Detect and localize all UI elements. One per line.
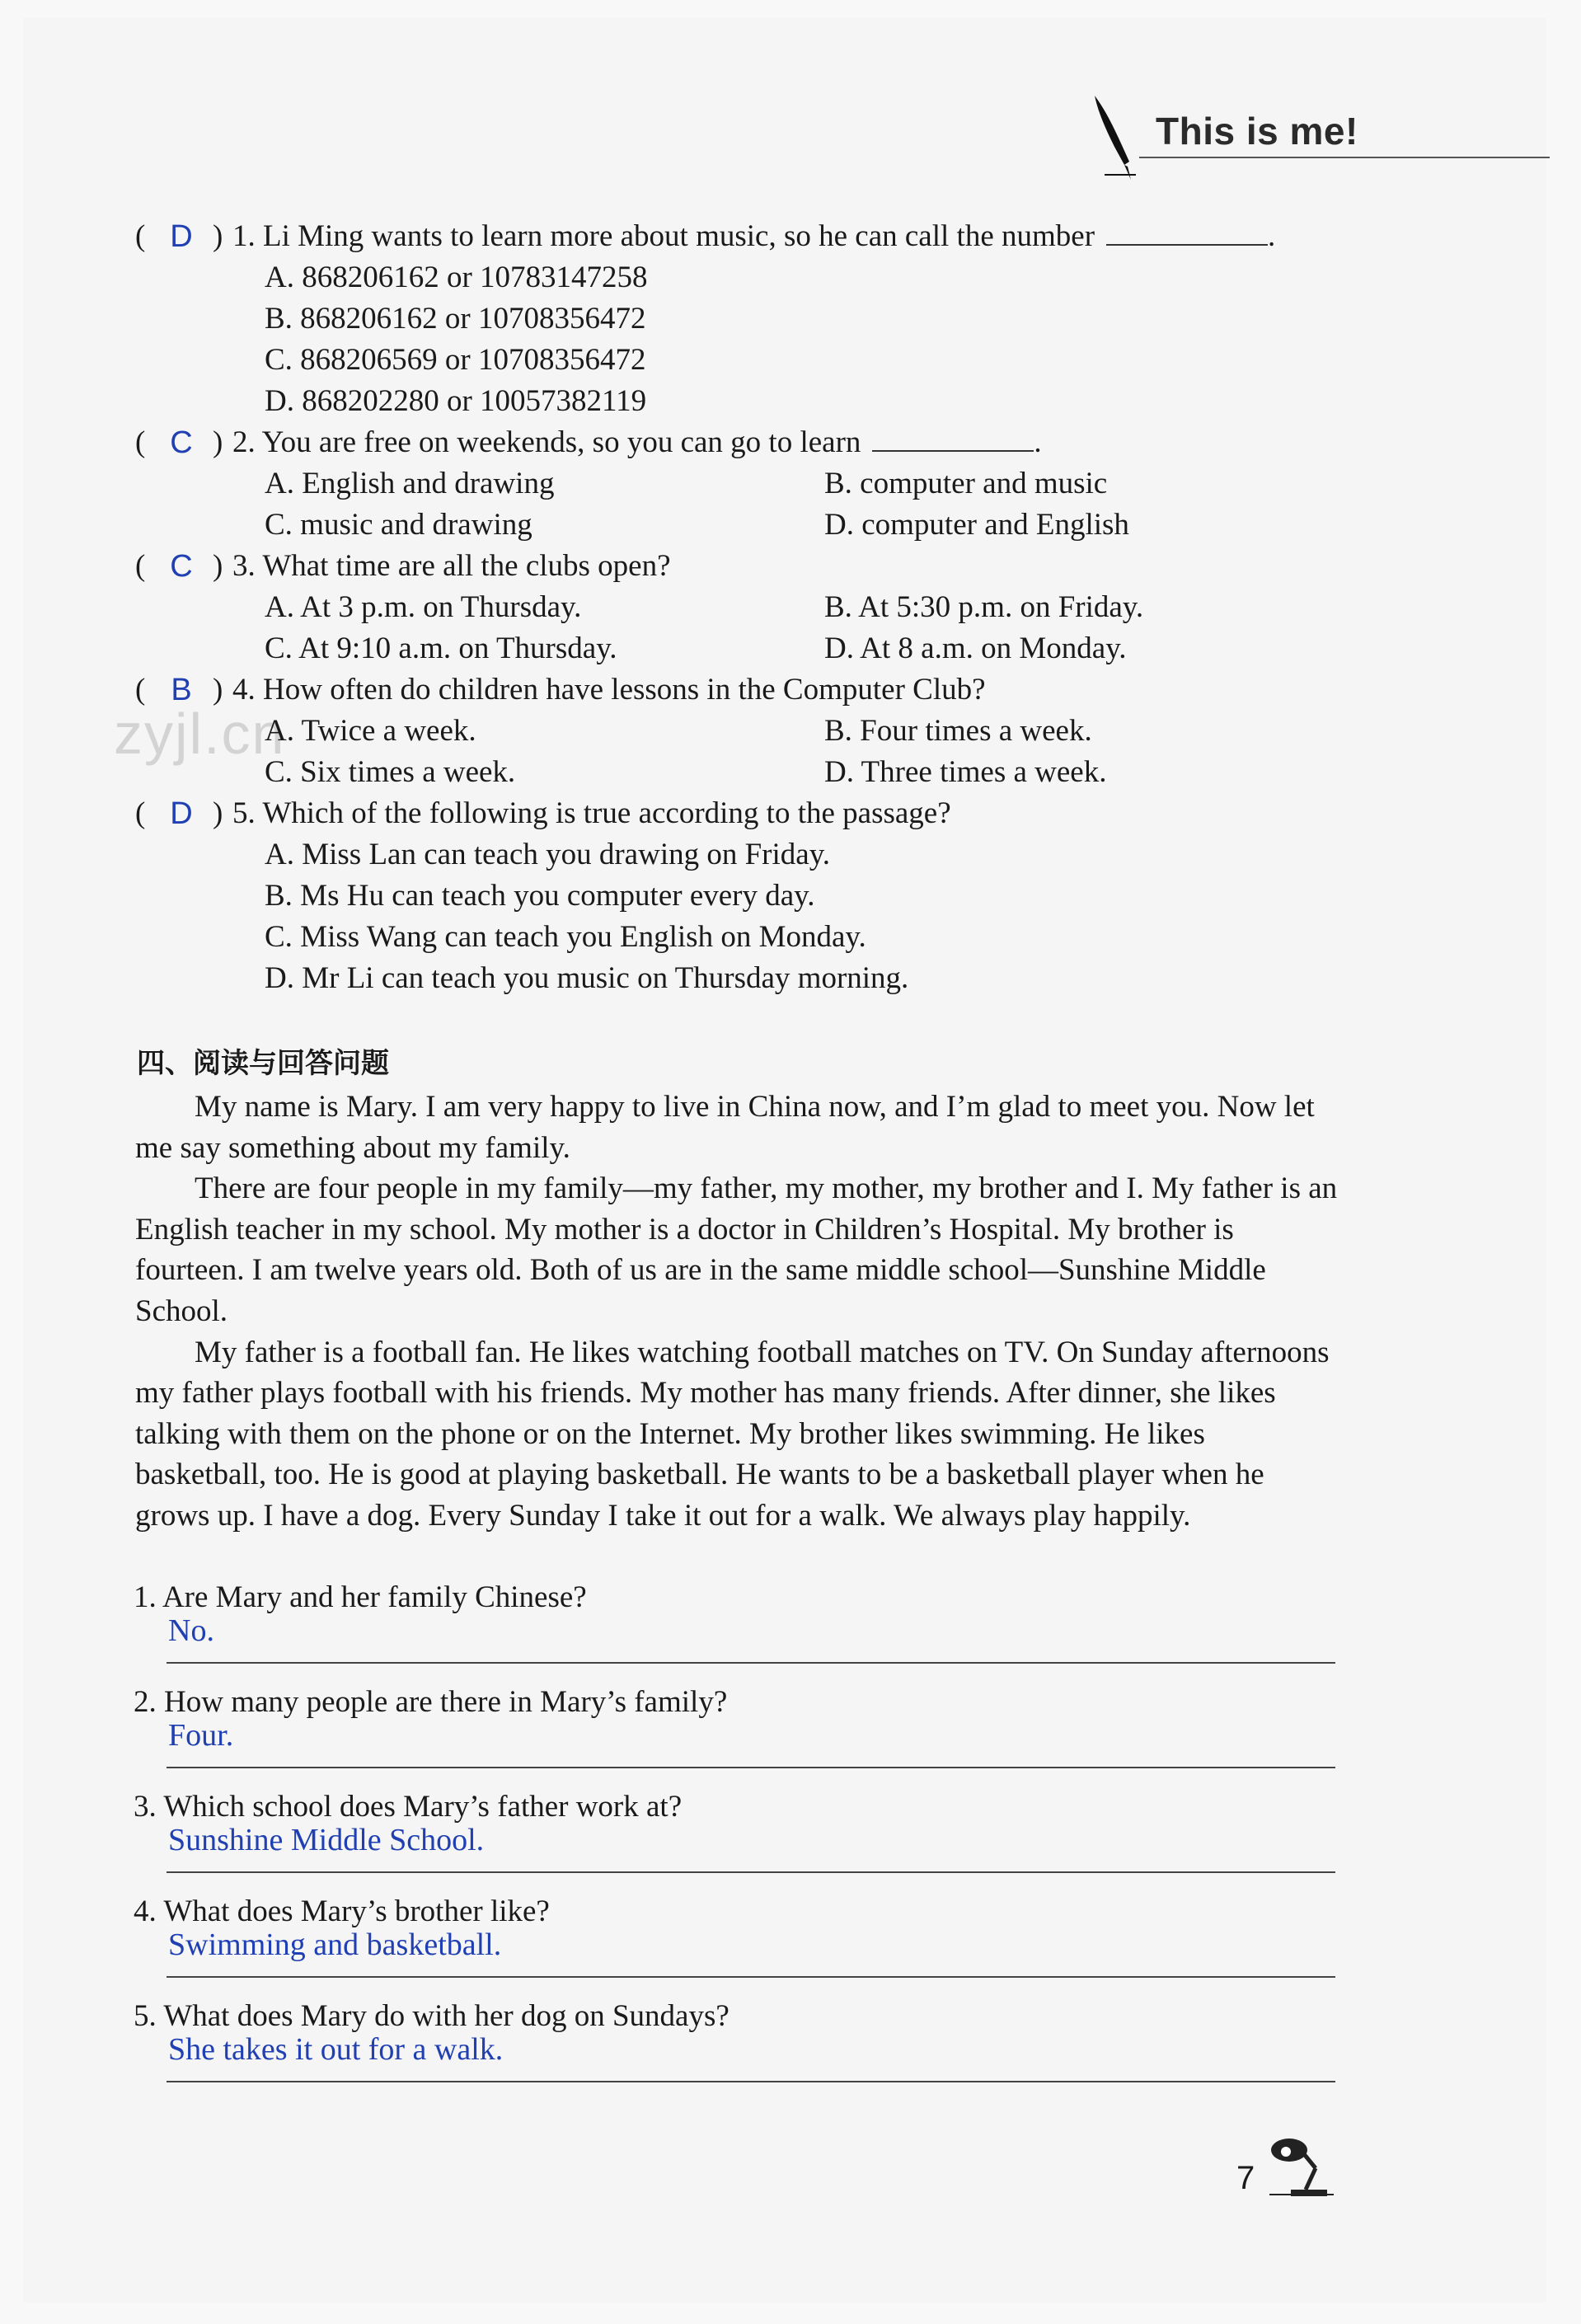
qa-item-4 [0, 1894, 1581, 2001]
qa-question: 4. What does Mary’s brother like? [134, 1894, 550, 1928]
question-stem [232, 422, 1042, 463]
option-a: A. English and drawing [265, 467, 555, 500]
option-d: D. Mr Li can teach you music on Thursday morning. [265, 961, 909, 995]
paren-open: ( [135, 425, 146, 459]
answer-choice: C [170, 549, 193, 584]
qa-item-1 [0, 1580, 1581, 1687]
answer-choice: D [170, 219, 193, 254]
paren-open: ( [135, 673, 146, 707]
stem-end: . [1268, 219, 1276, 253]
qa-item-5 [0, 1998, 1581, 2106]
page-number: 7 [1236, 2160, 1255, 2196]
option-c: C. 868206569 or 10708356472 [265, 343, 646, 377]
option-a: A. At 3 p.m. on Thursday. [265, 590, 582, 624]
qa-question: 5. What does Mary do with her dog on Sundays? [134, 1999, 730, 2033]
stem-end: . [1034, 425, 1042, 459]
page-header [1088, 92, 1550, 183]
answer-choice: C [170, 425, 193, 460]
answer-line [167, 1976, 1335, 1978]
option-c: C. At 9:10 a.m. on Thursday. [265, 631, 617, 665]
answer-line [167, 2081, 1335, 2082]
paren-close: ) [213, 796, 223, 830]
paren-open: ( [135, 549, 146, 583]
qa-answer: No. [168, 1613, 214, 1648]
passage-paragraph: My father is a football fan. He likes watching football matches on TV. On Sunday afternoons my father plays football with his friends. My mother has many friends. After dinner, she likes talking with them on the phone or on the Internet. My brother likes swimming. He likes basketball, too. He is good at playing basketball. He wants to be a basketball player when he grows up. I have a dog. Every Sunday I take it out for a walk. We always play happily. [135, 1335, 1330, 1533]
option-d: D. At 8 a.m. on Monday. [824, 631, 1127, 665]
answer-blank [1106, 219, 1268, 246]
option-d: D. Three times a week. [824, 755, 1107, 789]
qa-question: 1. Are Mary and her family Chinese? [134, 1580, 587, 1614]
stem-text: 2. You are free on weekends, so you can go to learn [232, 425, 861, 459]
pen-icon [1088, 92, 1138, 183]
option-d: D. 868202280 or 10057382119 [265, 384, 647, 418]
qa-item-3 [0, 1789, 1581, 1896]
paren-open: ( [135, 796, 146, 830]
qa-question: 3. Which school does Mary’s father work at? [134, 1790, 683, 1824]
paren-close: ) [213, 673, 223, 707]
question-stem: 5. Which of the following is true according to the passage? [232, 796, 951, 830]
paren-close: ) [213, 219, 223, 253]
answer-choice: D [170, 796, 193, 831]
qa-answer: Swimming and basketball. [168, 1927, 502, 1962]
header-rule [1139, 157, 1550, 158]
header-title: This is me! [1156, 110, 1358, 153]
answer-line [167, 1662, 1335, 1664]
answer-choice: B [171, 673, 192, 707]
desk-lamp-icon [1261, 2132, 1335, 2200]
watermark: zyjl.cn [114, 702, 286, 766]
question-stem: 3. What time are all the clubs open? [232, 549, 671, 583]
paren-close: ) [213, 425, 223, 459]
answer-line [167, 1767, 1335, 1768]
option-a: A. Miss Lan can teach you drawing on Friday. [265, 838, 831, 871]
option-b: B. At 5:30 p.m. on Friday. [824, 590, 1144, 624]
section-title: 四、阅读与回答问题 [137, 1047, 389, 1080]
qa-question: 2. How many people are there in Mary’s family? [134, 1685, 728, 1719]
passage-paragraph: My name is Mary. I am very happy to live in China now, and I’m glad to meet you. Now let me say something about my family. [135, 1090, 1315, 1165]
qa-answer: Sunshine Middle School. [168, 1823, 485, 1857]
paren-close: ) [213, 549, 223, 583]
qa-answer: Four. [168, 1718, 234, 1753]
option-c: C. Six times a week. [265, 755, 516, 789]
question-stem: 4. How often do children have lessons in the Computer Club? [232, 673, 986, 707]
option-d: D. computer and English [824, 508, 1129, 542]
option-a: A. 868206162 or 10783147258 [265, 261, 648, 294]
passage-paragraph: There are four people in my family—my father, my mother, my brother and I. My father is an English teacher in my school. My mother is a doctor in Children’s Hospital. My brother is fourteen. I am twelve years old. Both of us are in the same middle school—Sunshine Middle School. [135, 1171, 1338, 1328]
qa-answer: She takes it out for a walk. [168, 2032, 504, 2067]
answer-line [167, 1871, 1335, 1873]
option-a: A. Twice a week. [265, 714, 476, 748]
option-b: B. Ms Hu can teach you computer every day. [265, 879, 815, 913]
option-b: B. computer and music [824, 467, 1108, 500]
stem-text: 1. Li Ming wants to learn more about music, so he can call the number [232, 219, 1095, 253]
answer-blank [872, 425, 1034, 452]
qa-item-2 [0, 1684, 1581, 1791]
option-c: C. Miss Wang can teach you English on Monday. [265, 920, 866, 954]
reading-passage [135, 1087, 1339, 1537]
question-stem [232, 216, 1275, 257]
option-c: C. music and drawing [265, 508, 532, 542]
option-b: B. 868206162 or 10708356472 [265, 302, 646, 336]
paren-open: ( [135, 219, 146, 253]
option-b: B. Four times a week. [824, 714, 1092, 748]
